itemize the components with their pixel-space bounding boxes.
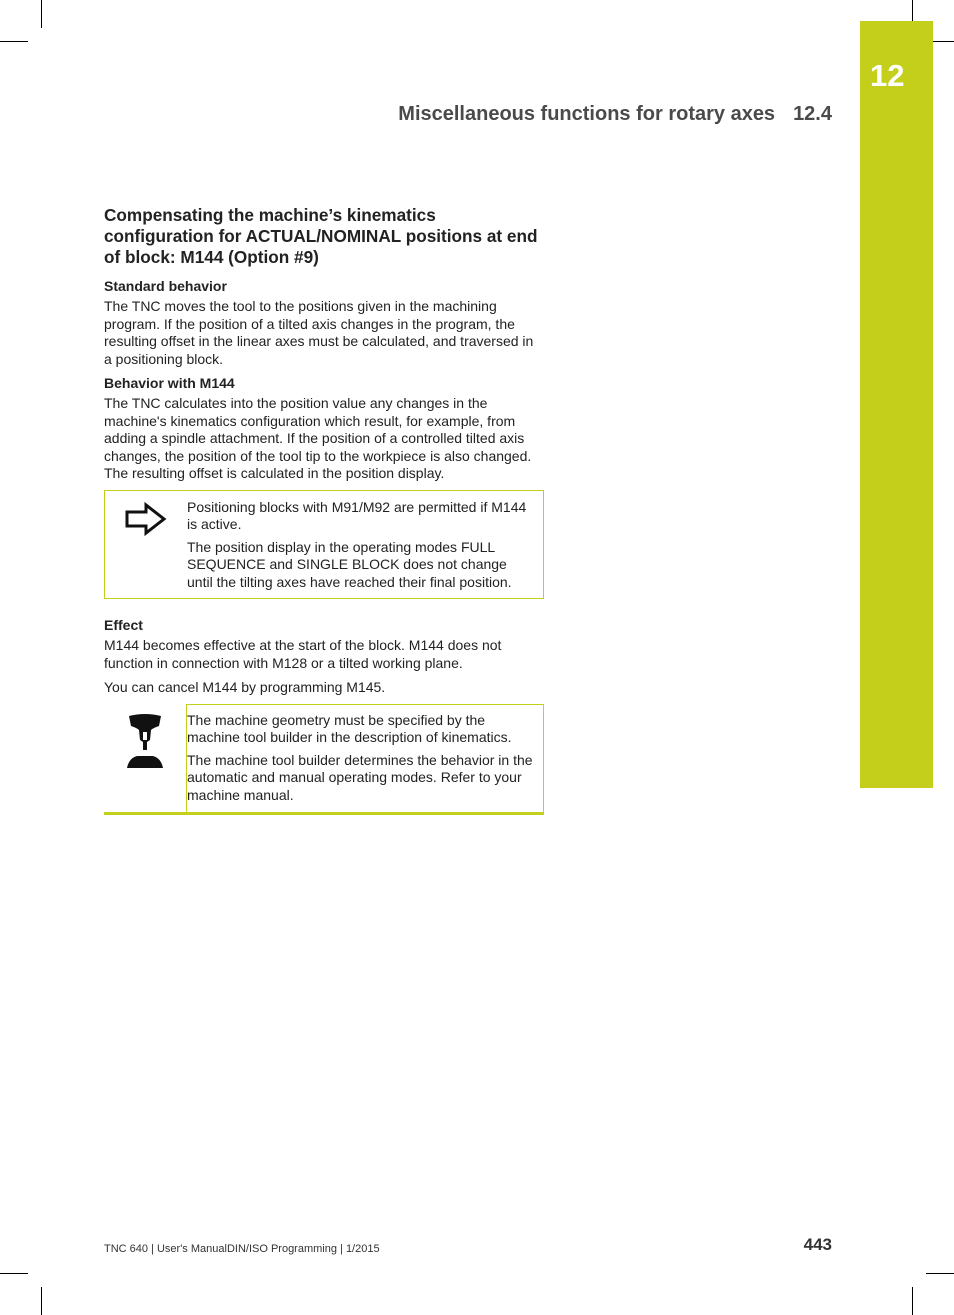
crop-mark <box>41 1287 42 1315</box>
machine-note-box <box>104 704 544 815</box>
note-text: The machine geometry must be specified by the machine tool builder in the description of kinematics. <box>187 711 512 745</box>
note-border <box>104 812 544 814</box>
note-text: The position display in the operating modes FULL SEQUENCE and SINGLE BLOCK does not change until the tilting axes have reached their final position. <box>187 538 512 590</box>
note-text: The machine tool builder determines the behavior in the automatic and manual operating modes. Refer to your machine manual. <box>187 751 533 803</box>
arrow-right-icon <box>105 491 187 599</box>
crop-mark <box>926 1273 954 1274</box>
effect-title: Effect <box>104 617 143 633</box>
footer-text: TNC 640 | User's ManualDIN/ISO Programming | 1/2015 <box>104 1243 380 1255</box>
crop-mark <box>0 1273 28 1274</box>
note-text: Positioning blocks with M91/M92 are permitted if M144 is active. <box>187 498 527 532</box>
running-head-title: Miscellaneous functions for rotary axes <box>398 103 776 125</box>
section-heading: Compensating the machine’s kinematics configuration for ACTUAL/NOMINAL positions at end of block: M144 (Option #9) <box>104 205 538 267</box>
chapter-tab <box>860 21 933 788</box>
machine-spindle-icon <box>104 704 187 814</box>
standard-behavior-title: Standard behavior <box>104 278 227 294</box>
note-body <box>187 491 543 599</box>
note-body <box>187 704 544 814</box>
running-head-section: 12.4 <box>793 103 832 125</box>
crop-mark <box>0 41 28 42</box>
m144-behavior-title: Behavior with M144 <box>104 375 235 391</box>
page-number: 443 <box>803 1235 832 1254</box>
main-content <box>104 205 544 827</box>
crop-mark <box>912 1287 913 1315</box>
standard-behavior-text: The TNC moves the tool to the positions given in the machining program. If the position of a tilted axis changes in the program, the resulting offset in the linear axes must be calculated, and traversed in a positioning block. <box>104 298 534 367</box>
note-border <box>186 704 544 705</box>
effect-text: You can cancel M144 by programming M145. <box>104 679 386 695</box>
m144-behavior-text: The TNC calculates into the position value any changes in the machine's kinematics configuration which result, for example, from adding a spindle attachment. If the position of a controlled tilted axis changes, the position of the tool tip to the workpiece is also changed. The resulting offset is calculated in the position display. <box>104 395 532 481</box>
chapter-number: 12 <box>870 58 905 93</box>
effect-text: M144 becomes effective at the start of the block. M144 does not function in connection with M128 or a tilted working plane. <box>104 637 502 671</box>
note-box <box>104 490 544 600</box>
crop-mark <box>41 0 42 28</box>
running-head <box>360 103 832 126</box>
note-border <box>543 704 544 814</box>
